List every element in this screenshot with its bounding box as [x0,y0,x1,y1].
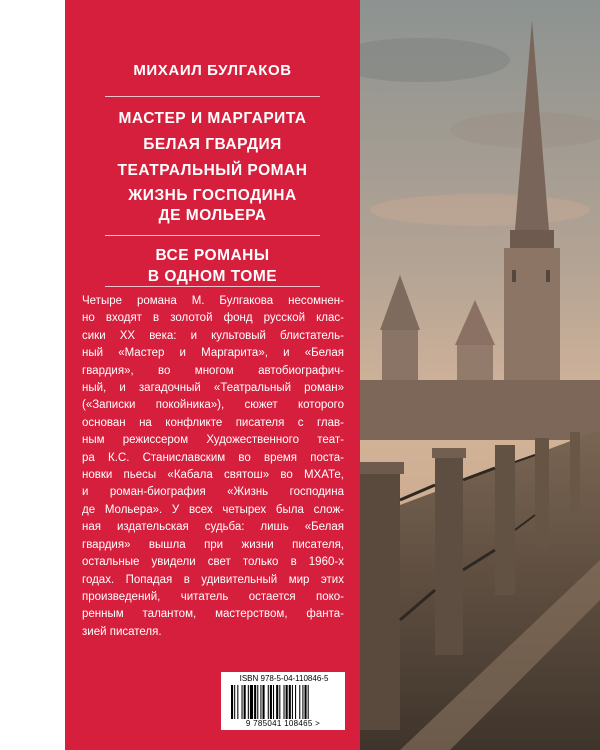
divider-middle [105,235,320,236]
title-theatrical-novel: ТЕАТРАЛЬНЫЙ РОМАН [117,162,308,179]
description-line: ный «Мастер и Маргарита», и «Белая [82,347,344,360]
description-line: ная издательская судьба: лишь «Белая [82,521,344,534]
description-line: ра К.С. Станиславским во время поста- [82,451,344,464]
description-line: годах. Попадая в удивительный мир этих [82,573,344,586]
author-name: МИХАИЛ БУЛГАКОВ [133,62,292,79]
subtitle [65,245,360,287]
description-line: и роман-биография «Жизнь господина [82,486,344,499]
description-line: новки пьесы «Кабала святош» во МХАТе, [82,469,344,482]
title-white-guard: БЕЛАЯ ГВАРДИЯ [143,136,282,153]
description-line: де Мольера». У всех четырех была слож- [82,503,344,516]
title-master-margarita: МАСТЕР И МАРГАРИТА [118,110,307,127]
description-line: гвардия», во многом автобиографич- [82,364,344,377]
divider-top [105,96,320,97]
description-line: ным режиссером Художественного теат- [82,434,344,447]
red-text-panel [65,0,360,750]
barcode-digits: 9 785041 108465 > [245,719,321,728]
book-back-cover [65,0,600,750]
description-line: остальные увидели свет только в 1960-х [82,556,344,569]
barcode-block [221,672,345,730]
description-line: ренным талантом, мастерством, фанта- [82,608,344,621]
cover-painting [360,0,600,750]
kremlin-painting-illustration [360,0,600,750]
divider-bottom [105,286,320,287]
barcode-image [230,685,338,719]
description-line: сики XX века: и культовый блистатель- [82,329,344,342]
description [82,293,344,641]
description-line: гвардия» вышла при жизни писателя, [82,538,344,551]
isbn-text: ISBN 978-5-04-110846-5 [239,674,329,683]
description-line: произведений, читатель остается поко- [82,590,344,603]
description-line: («Записки покойника»), сюжет которого [82,399,344,412]
subtitle-line2: В ОДНОМ ТОМЕ [147,268,278,285]
subtitle-line1: ВСЕ РОМАНЫ [155,247,270,264]
novel-titles [65,108,360,226]
description-line: ный, и загадочный «Театральный роман» [82,382,344,395]
title-moliere-line2: ДЕ МОЛЬЕРА [158,207,267,224]
description-line: но входят в золотой фонд русской клас- [82,312,344,325]
title-moliere-line1: ЖИЗНЬ ГОСПОДИНА [128,187,297,204]
description-line: зией писателя. [82,625,162,638]
description-line: основан на конфликте писателя с глав- [82,416,344,429]
description-line: Четыре романа М. Булгакова несомнен- [82,295,344,307]
